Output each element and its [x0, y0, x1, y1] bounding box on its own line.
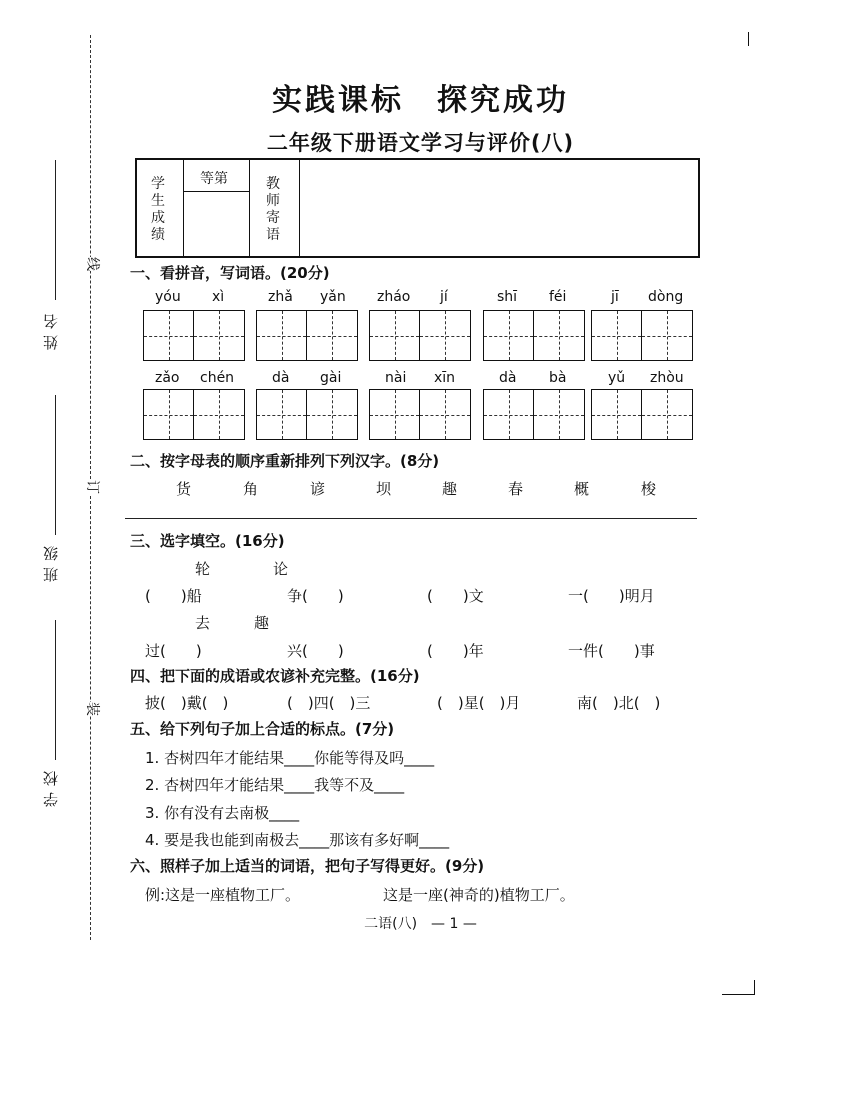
pinyin: jí [440, 289, 448, 305]
class-blank[interactable] [55, 395, 56, 535]
q3-blank-item[interactable]: ( )年 [427, 642, 484, 660]
pinyin: dà [272, 370, 290, 386]
q2-char: 谚 [310, 480, 326, 498]
pinyin: jī [611, 289, 619, 305]
q3-heading: 三、选字填空。(16分) [130, 532, 285, 550]
q4-heading: 四、把下面的成语或农谚补充完整。(16分) [130, 667, 420, 685]
punctuation-item[interactable]: 2. 杏树四年才能结果____我等不及____ [145, 776, 405, 794]
level-cell[interactable] [183, 160, 250, 256]
page-footer: 二语(八) — 1 — [364, 916, 477, 932]
page-title: 实践课标 探究成功 [272, 83, 569, 118]
q2-heading: 二、按字母表的顺序重新排列下列汉字。(8分) [130, 452, 440, 470]
writing-grid[interactable] [369, 310, 471, 361]
q2-char: 坝 [376, 480, 392, 498]
pinyin: xì [212, 289, 225, 305]
example-sentence-improved: 这是一座(神奇的)植物工厂。 [383, 886, 575, 904]
q6-heading: 六、照样子加上适当的词语，把句子写得更好。(9分) [130, 857, 485, 875]
writing-grid[interactable] [256, 389, 358, 440]
writing-grid[interactable] [369, 389, 471, 440]
writing-grid[interactable] [483, 310, 585, 361]
q3-blank-item[interactable]: 兴( ) [287, 642, 344, 660]
pinyin: chén [200, 370, 235, 386]
q3-option: 论 [273, 560, 289, 578]
idiom-item[interactable]: 南( )北( ) [577, 694, 661, 712]
writing-grid[interactable] [256, 310, 358, 361]
writing-grid[interactable] [591, 389, 693, 440]
pinyin: zhòu [650, 370, 684, 386]
binding-mark-ding: 订 [81, 480, 105, 494]
pinyin: nài [385, 370, 407, 386]
q2-char: 趣 [442, 480, 458, 498]
school-label: 学校 [42, 765, 60, 807]
pinyin: xīn [434, 370, 456, 386]
q1-heading: 一、看拼音，写词语。(20分) [130, 264, 330, 282]
corner-mark [748, 32, 749, 46]
pinyin: féi [549, 289, 567, 305]
q3-blank-item[interactable]: ( )船 [145, 587, 202, 605]
writing-grid[interactable] [143, 310, 245, 361]
pinyin: zǎo [155, 370, 180, 386]
pinyin: yóu [155, 289, 181, 305]
idiom-item[interactable]: ( )星( )月 [437, 694, 521, 712]
teacher-comment-label: 教师寄语 [266, 176, 280, 243]
pinyin: zháo [377, 289, 411, 305]
teacher-comment-cell [249, 160, 300, 256]
q3-blank-item[interactable]: 一件( )事 [568, 642, 655, 660]
pinyin: dà [499, 370, 517, 386]
pinyin: bà [549, 370, 567, 386]
q3-blank-item[interactable]: 一( )明月 [568, 587, 655, 605]
punctuation-item[interactable]: 4. 要是我也能到南极去____那该有多好啊____ [145, 831, 450, 849]
q2-char: 春 [508, 480, 524, 498]
q2-char: 货 [176, 480, 192, 498]
student-score-cell [137, 160, 184, 256]
punctuation-item[interactable]: 1. 杏树四年才能结果____你能等得及吗____ [145, 749, 435, 767]
teacher-comment-area[interactable] [300, 160, 698, 256]
idiom-item[interactable]: 披( )戴( ) [145, 694, 229, 712]
binding-mark-zhuang: 装 [81, 702, 105, 716]
writing-grid[interactable] [591, 310, 693, 361]
q2-char: 梭 [641, 480, 657, 498]
corner-mark [722, 980, 755, 995]
punctuation-item[interactable]: 3. 你有没有去南极____ [145, 804, 300, 822]
name-blank[interactable] [55, 160, 56, 300]
idiom-item[interactable]: ( )四( )三 [287, 694, 371, 712]
level-label: 等第 [200, 171, 228, 187]
pinyin: yǔ [608, 370, 626, 386]
example-sentence: 例:这是一座植物工厂。 [145, 886, 301, 904]
answer-line[interactable] [125, 518, 697, 519]
pinyin: yǎn [320, 289, 346, 305]
q3-option: 轮 [195, 560, 211, 578]
q3-blank-item[interactable]: 过( ) [145, 642, 202, 660]
pinyin: shī [497, 289, 518, 305]
student-score-label: 学生成绩 [151, 176, 165, 243]
grade-table [135, 158, 700, 258]
q2-char: 概 [574, 480, 590, 498]
pinyin: dòng [648, 289, 684, 305]
q3-option: 去 [195, 614, 211, 632]
school-blank[interactable] [55, 620, 56, 760]
binding-mark-xian: 线 [81, 257, 105, 271]
class-label: 班级 [42, 540, 60, 582]
q3-blank-item[interactable]: 争( ) [287, 587, 344, 605]
writing-grid[interactable] [143, 389, 245, 440]
writing-grid[interactable] [483, 389, 585, 440]
pinyin: gài [320, 370, 342, 386]
q3-option: 趣 [254, 614, 270, 632]
q5-heading: 五、给下列句子加上合适的标点。(7分) [130, 720, 395, 738]
pinyin: zhǎ [268, 289, 293, 305]
q3-blank-item[interactable]: ( )文 [427, 587, 484, 605]
q2-char: 角 [243, 480, 259, 498]
name-label: 姓名 [42, 308, 60, 350]
page-subtitle: 二年级下册语文学习与评价(八) [266, 131, 575, 155]
